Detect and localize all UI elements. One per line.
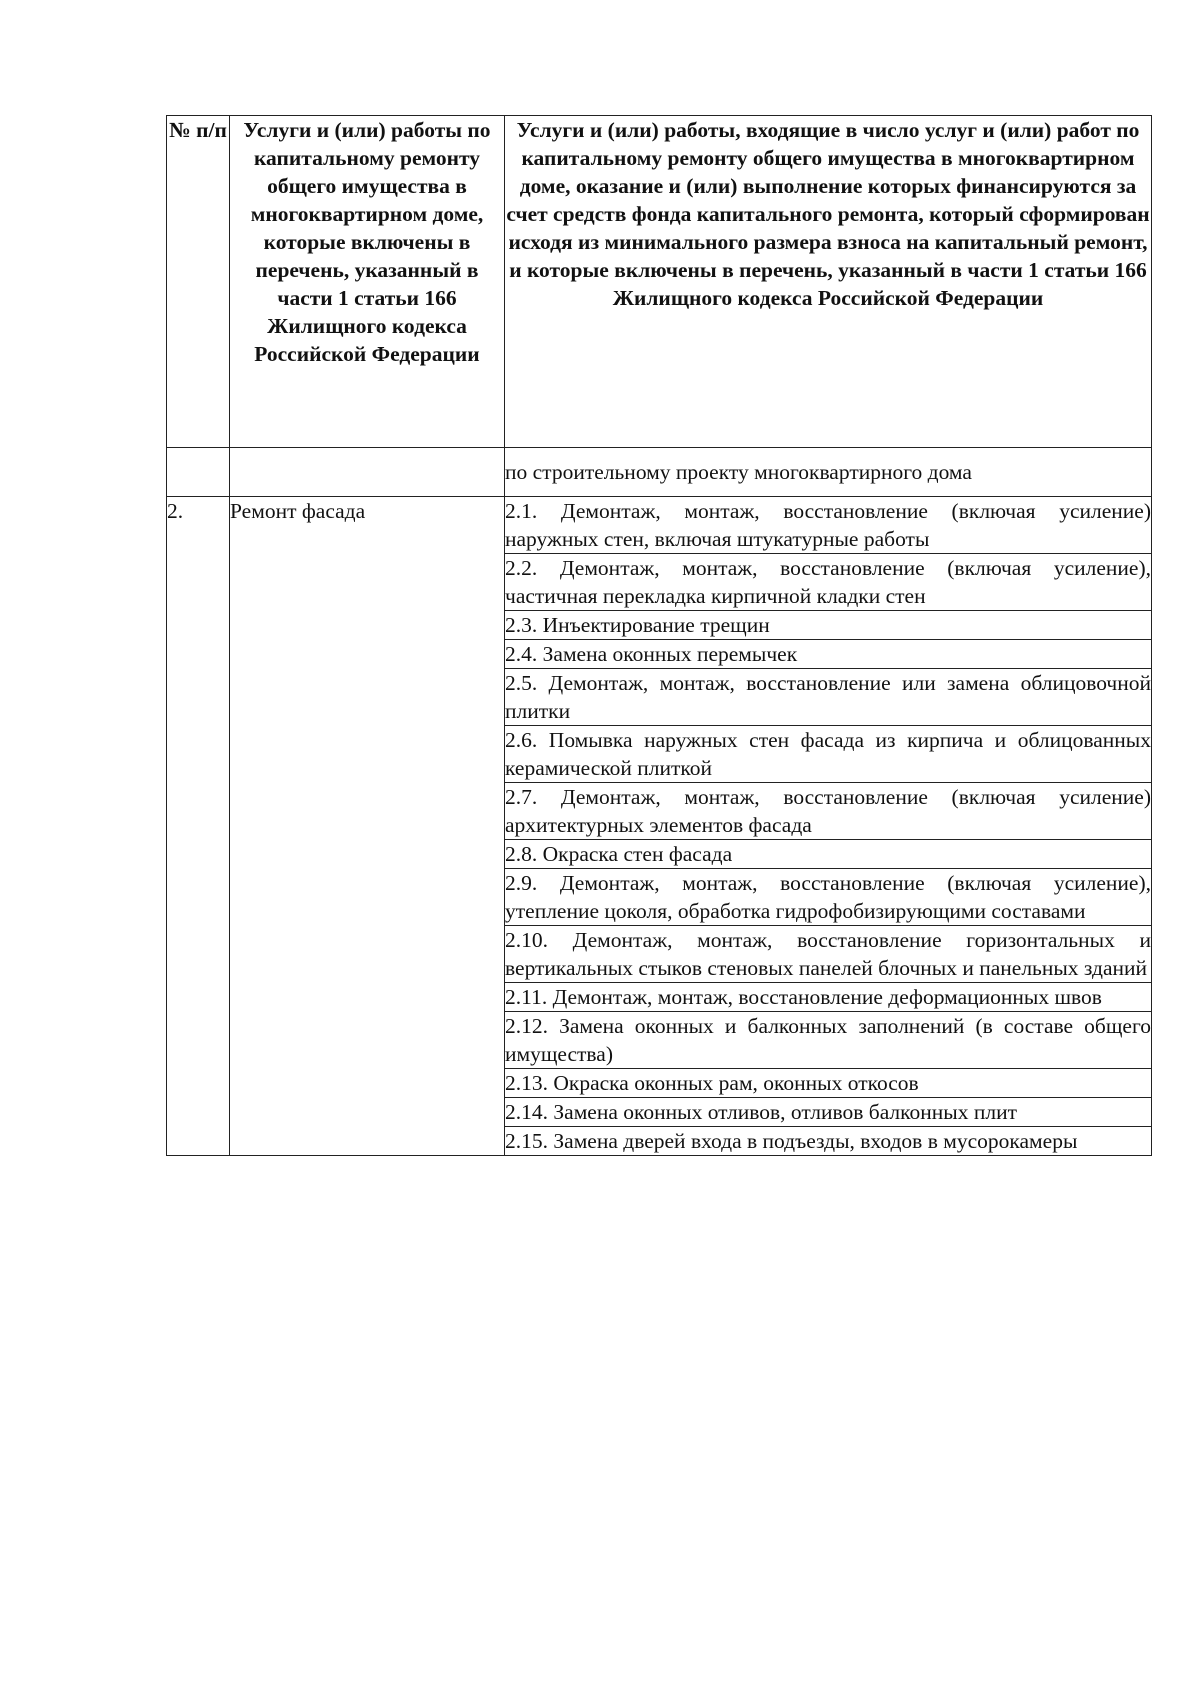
work-item: 2.2. Демонтаж, монтаж, восстановление (включая усиление), частичная перекладка кирпичной кладки стен <box>505 554 1152 611</box>
table-row <box>167 497 1152 554</box>
table-row-continuation <box>167 448 1152 497</box>
capital-repair-table <box>166 115 1152 1156</box>
work-item: 2.1. Демонтаж, монтаж, восстановление (включая усиление) наружных стен, включая штукатурные работы <box>505 497 1152 554</box>
work-item: 2.11. Демонтаж, монтаж, восстановление деформационных швов <box>505 983 1152 1012</box>
empty-cell <box>167 448 230 497</box>
work-item: 2.12. Замена оконных и балконных заполнений (в составе общего имущества) <box>505 1012 1152 1069</box>
work-item: 2.13. Окраска оконных рам, оконных откосов <box>505 1069 1152 1098</box>
work-item: 2.8. Окраска стен фасада <box>505 840 1152 869</box>
section-name: Ремонт фасада <box>230 497 505 1156</box>
header-number: № п/п <box>167 116 230 448</box>
work-item: 2.7. Демонтаж, монтаж, восстановление (включая усиление) архитектурных элементов фасада <box>505 783 1152 840</box>
header-works: Услуги и (или) работы, входящие в число услуг и (или) работ по капитальному ремонту общего имущества в многоквартирном доме, оказание и (или) выполнение которых финансируются за счет средств фонда капитального ремонта, который сформирован исходя из минимального размера взноса на капитальный ремонт, и которые включены в перечень, указанный в части 1 статьи 166 Жилищного кодекса Российской Федерации <box>505 116 1152 448</box>
work-item: 2.14. Замена оконных отливов, отливов балконных плит <box>505 1098 1152 1127</box>
work-item: 2.5. Демонтаж, монтаж, восстановление или замена облицовочной плитки <box>505 669 1152 726</box>
work-item: 2.3. Инъектирование трещин <box>505 611 1152 640</box>
work-item: 2.6. Помывка наружных стен фасада из кирпича и облицованных керамической плиткой <box>505 726 1152 783</box>
work-item: 2.9. Демонтаж, монтаж, восстановление (включая усиление), утепление цоколя, обработка гидрофобизирующими составами <box>505 869 1152 926</box>
section-number: 2. <box>167 497 230 1156</box>
table-header-row <box>167 116 1152 448</box>
work-item: 2.10. Демонтаж, монтаж, восстановление горизонтальных и вертикальных стыков стеновых панелей блочных и панельных зданий <box>505 926 1152 983</box>
work-item: 2.4. Замена оконных перемычек <box>505 640 1152 669</box>
header-services: Услуги и (или) работы по капитальному ремонту общего имущества в многоквартирном доме, которые включены в перечень, указанный в части 1 статьи 166 Жилищного кодекса Российской Федерации <box>230 116 505 448</box>
continuation-text: по строительному проекту многоквартирного дома <box>505 448 1152 497</box>
empty-cell <box>230 448 505 497</box>
work-item: 2.15. Замена дверей входа в подъезды, входов в мусорокамеры <box>505 1127 1152 1156</box>
